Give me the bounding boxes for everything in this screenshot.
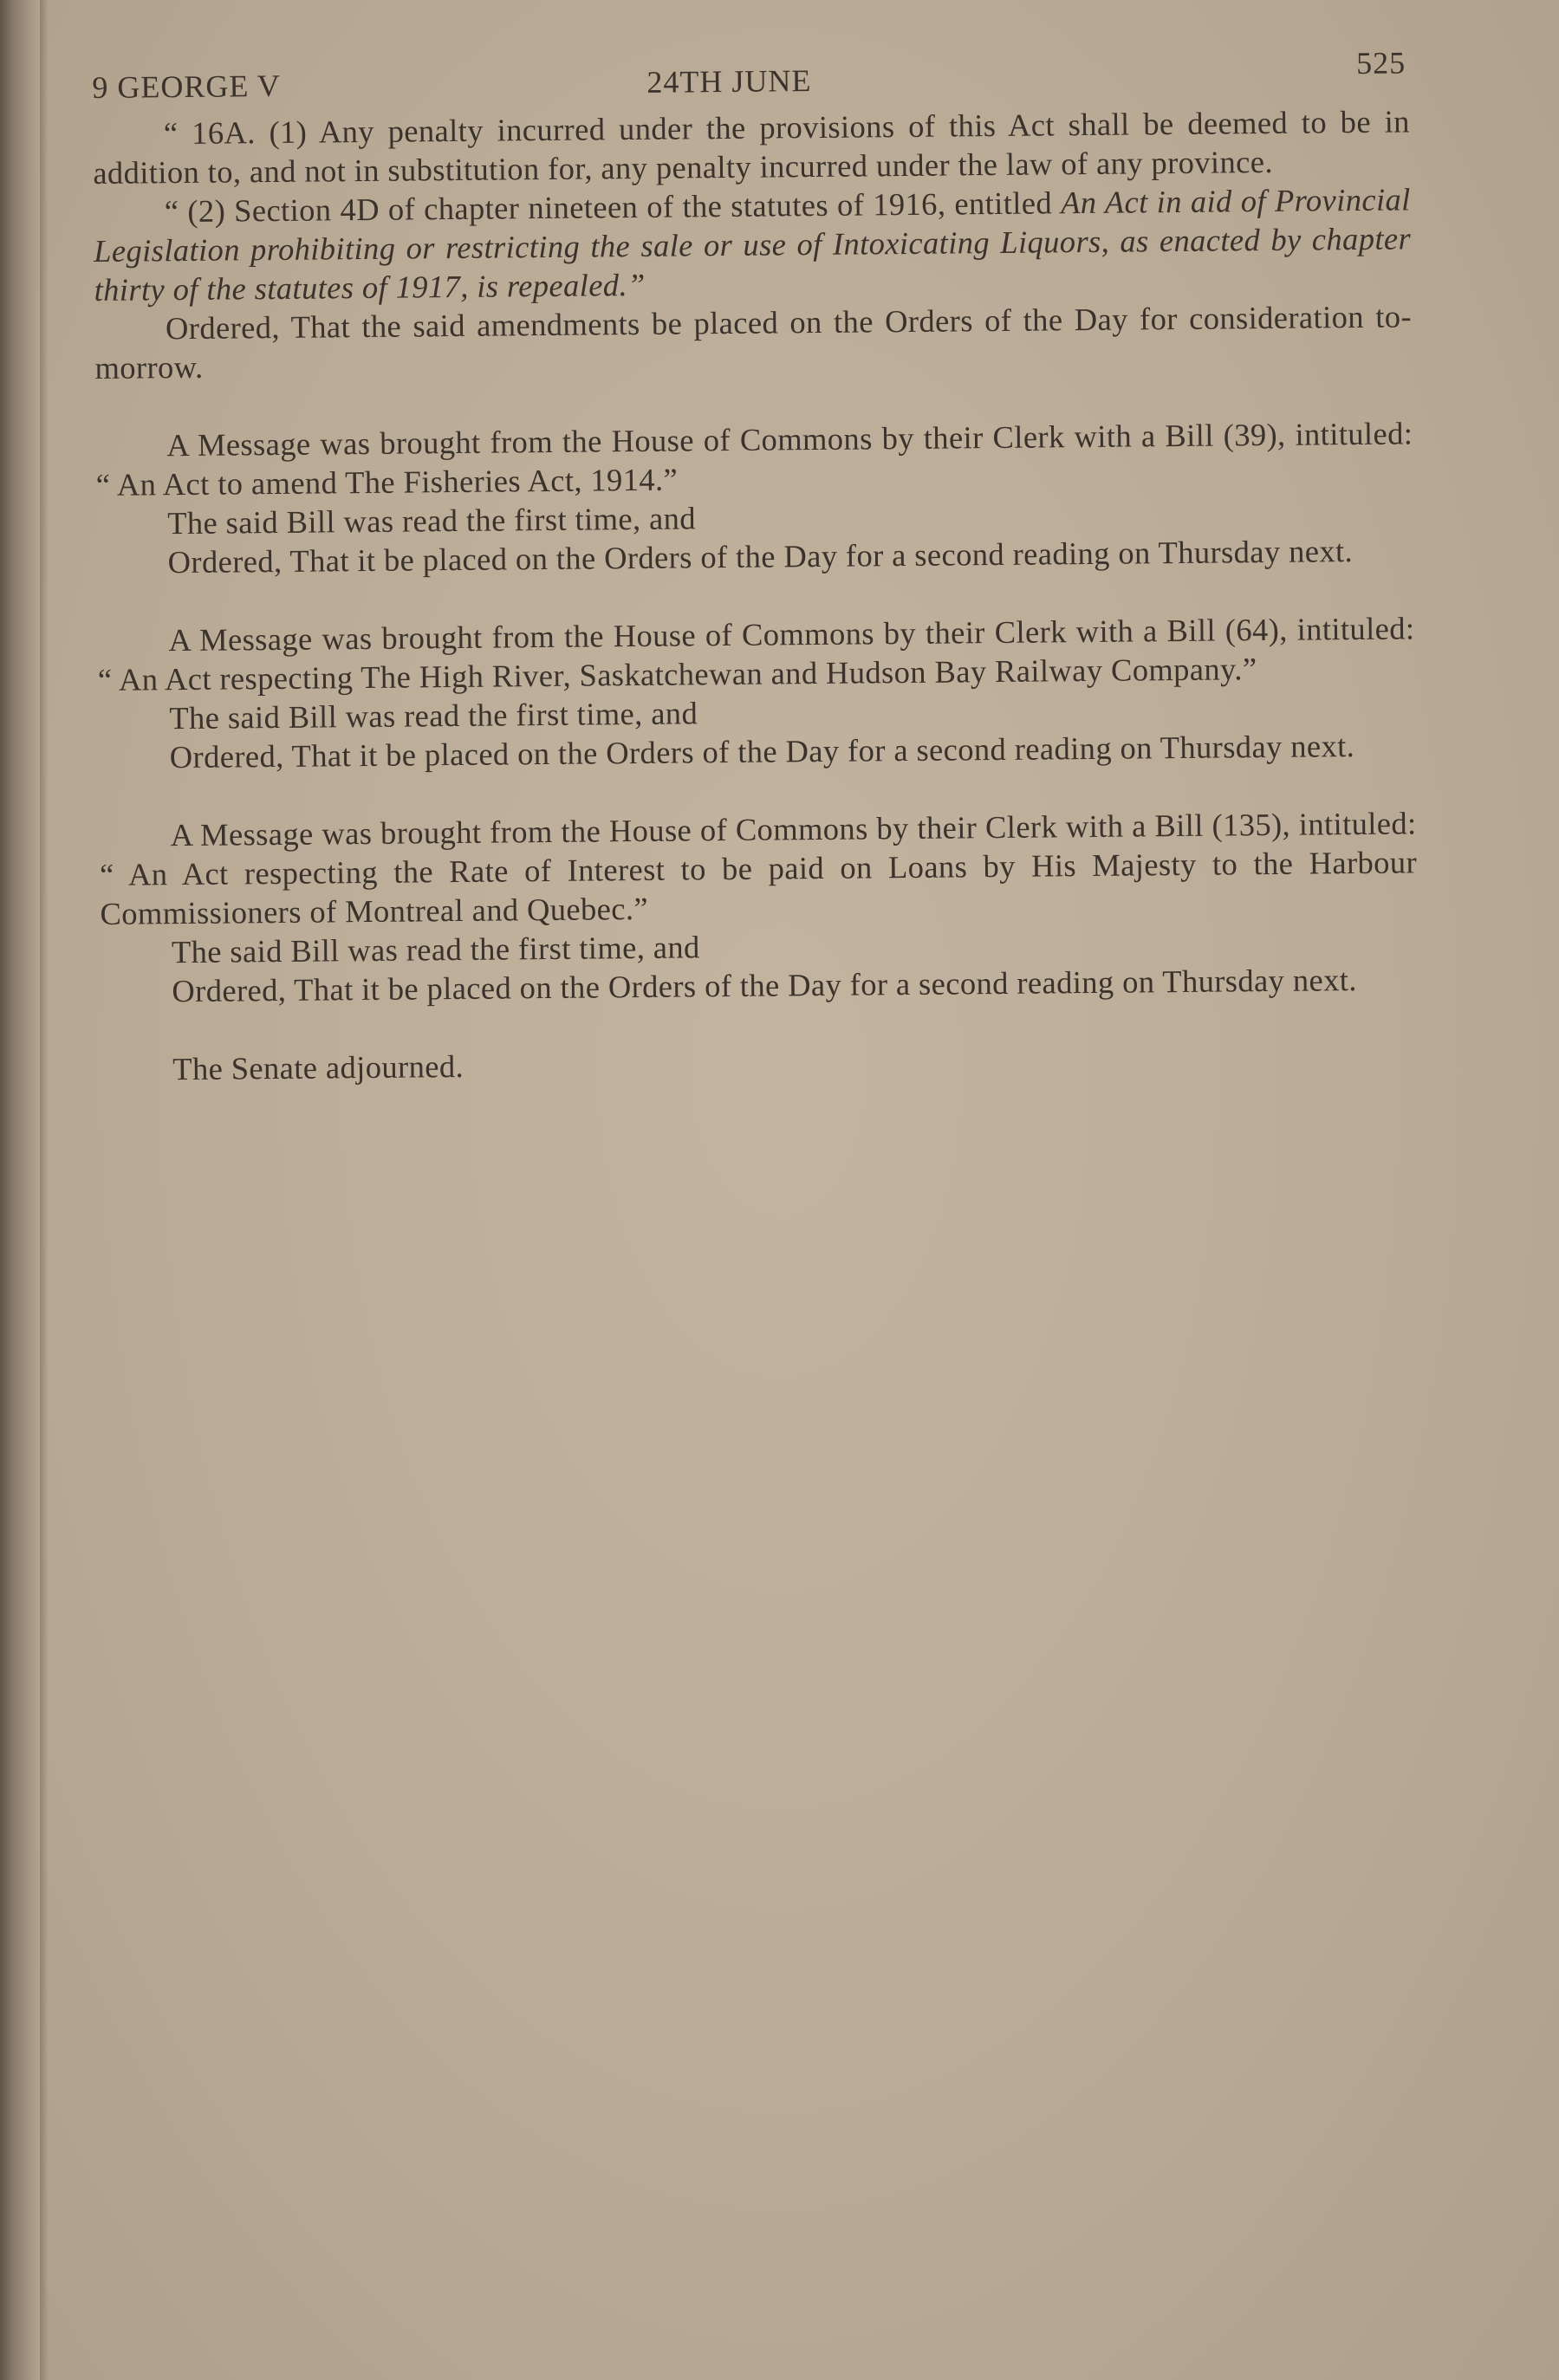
act-title-italic: An Act in aid of Provincial Legislation prohibiting or restricting the sale or use of Intoxicating Liquors, as enacted by chapter thirty of the statutes of 1917, is repealed.” xyxy=(93,181,1412,308)
spine-edge-shadow xyxy=(40,0,49,2380)
running-header xyxy=(92,41,1410,114)
amendment-section-2-paragraph xyxy=(94,179,1412,309)
header-regnal-year: 9 GEORGE V xyxy=(92,68,281,105)
book-spine-shadow xyxy=(0,0,40,2380)
bill-39-ordered: Ordered, That it be placed on the Orders of the Day for a second reading on Thursday next. xyxy=(167,533,1354,580)
journal-text xyxy=(93,101,1419,1089)
page-content xyxy=(92,41,1419,1089)
message-bill-64: A Message was brought from the House of Commons by their Clerk with a Bill (64), intituled: “ An Act respecting The High River, Saskatchewan and Hudson Bay Railway Company.” xyxy=(97,610,1415,697)
amendment-16a-paragraph: “ 16A. (1) Any penalty incurred under the provisions of this Act shall be deemed to be in addition to, and not in substitution for, any penalty incurred under the law of any province. xyxy=(93,103,1411,191)
message-bill-39: A Message was brought from the House of Commons by their Clerk with a Bill (39), intituled: “ An Act to amend The Fisheries Act, 1914.” xyxy=(95,415,1413,503)
bill-135-first-reading: The said Bill was read the first time, and xyxy=(171,929,700,970)
amendment-section-2-text: “ (2) Section 4D of chapter nineteen of the statutes of 1916, entitled xyxy=(164,185,1062,230)
message-bill-135: A Message was brought from the House of Commons by their Clerk with a Bill (135), intituled: “ An Act respecting the Rate of Interest to be paid on Loans by His Majesty to the Harbour Commissioners of Montreal and Quebec.” xyxy=(99,805,1418,931)
senate-adjourned: The Senate adjourned. xyxy=(172,1047,464,1087)
bill-39-first-reading: The said Bill was read the first time, and xyxy=(167,500,697,541)
ordered-amendments-paragraph: Ordered, That the said amendments be placed on the Orders of the Day for consideration to-morrow. xyxy=(94,298,1413,386)
page-number: 525 xyxy=(1355,45,1406,81)
header-date: 24TH JUNE xyxy=(646,63,812,100)
bill-135-ordered: Ordered, That it be placed on the Orders of the Day for a second reading on Thursday next. xyxy=(172,962,1357,1009)
bill-64-ordered: Ordered, That it be placed on the Orders of the Day for a second reading on Thursday next. xyxy=(169,728,1355,775)
bill-64-first-reading: The said Bill was read the first time, and xyxy=(169,695,698,736)
